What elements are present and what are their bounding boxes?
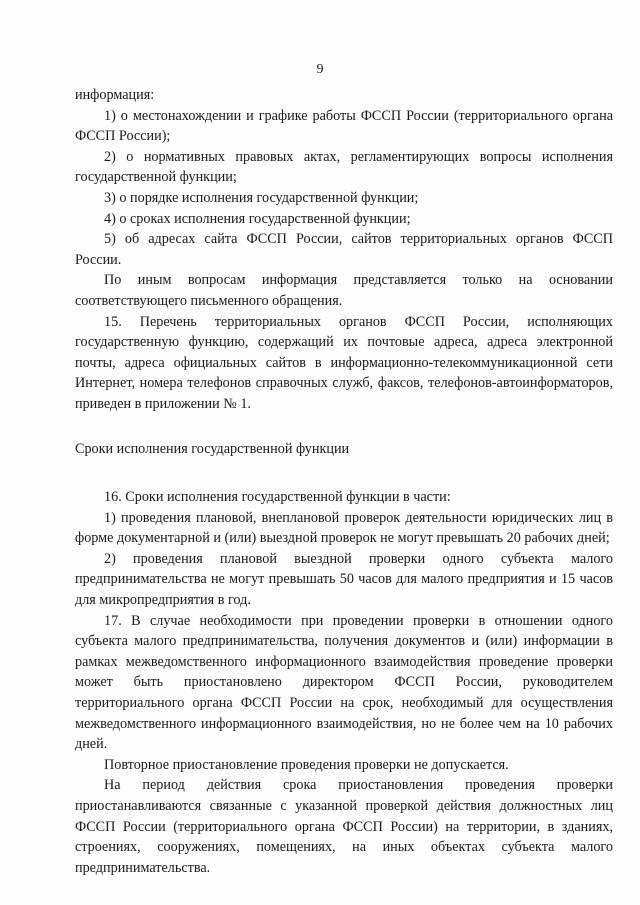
list-item-3: 3) о порядке исполнения государственной функции; xyxy=(104,189,419,206)
list-item-1: 1) о местонахождении и графике работы ФССП России (территориального органа ФССП России); xyxy=(75,107,613,145)
list-item-4: 4) о сроках исполнения государственной функции; xyxy=(104,210,411,227)
paragraph-suspension-effects: На период действия срока приостановления проведения проверки приостанавливаются связанные с указанной проверкой действия должностных лиц ФССП России (территориального органа ФССП России) на территории, в зданиях, строениях, сооружениях, помещениях, на иных объектах субъекта малого предпринимательства. xyxy=(75,777,613,876)
list-item-5: 5) об адресах сайта ФССП России, сайтов территориальных органов ФССП России. xyxy=(75,231,613,268)
paragraph-intro: информация: xyxy=(75,87,155,103)
document-body xyxy=(75,85,613,878)
clause-16-item-2: 2) проведения плановой выездной проверки одного субъекта малого предпринимательства не могут превышать 50 часов для малого предприятия и 15 часов для микропредприятия в год. xyxy=(75,550,613,609)
clause-17: 17. В случае необходимости при проведении проверки в отношении одного субъекта малого предпринимательства, получения документов и (или) информации в рамках межведомственного информационного взаимодействия проведение проверки может быть приостановлено директором ФССП России, руководителем территориального органа ФССП России на срок, необходимый для осуществления межведомственного информационного взаимодействия, но не более чем на 10 рабочих дней. xyxy=(75,612,613,753)
section-heading: Сроки исполнения государственной функции xyxy=(75,440,350,457)
paragraph-other-questions: По иным вопросам информация представляется только на основании соответствующего письменного обращения. xyxy=(75,272,613,309)
list-item-2: 2) о нормативных правовых актах, регламентирующих вопросы исполнения государственной функции; xyxy=(75,148,613,186)
clause-15: 15. Перечень территориальных органов ФССП России, исполняющих государственную функцию, содержащий их почтовые адреса, адреса электронной почты, адреса официальных сайтов в информационно-телекоммуникационной сети Интернет, номера телефонов справочных служб, факсов, телефонов-автоинформаторов, приведен в приложении № 1. xyxy=(75,313,613,412)
page-number: 9 xyxy=(316,62,324,77)
clause-16: 16. Сроки исполнения государственной функции в части: xyxy=(104,489,451,506)
clause-16-item-1: 1) проведения плановой, внеплановой проверок деятельности юридических лиц в форме документарной и (или) выездной проверок не могут превышать 20 рабочих дней; xyxy=(75,509,613,547)
paragraph-repeat-suspension: Повторное приостановление проведения проверки не допускается. xyxy=(104,756,509,773)
